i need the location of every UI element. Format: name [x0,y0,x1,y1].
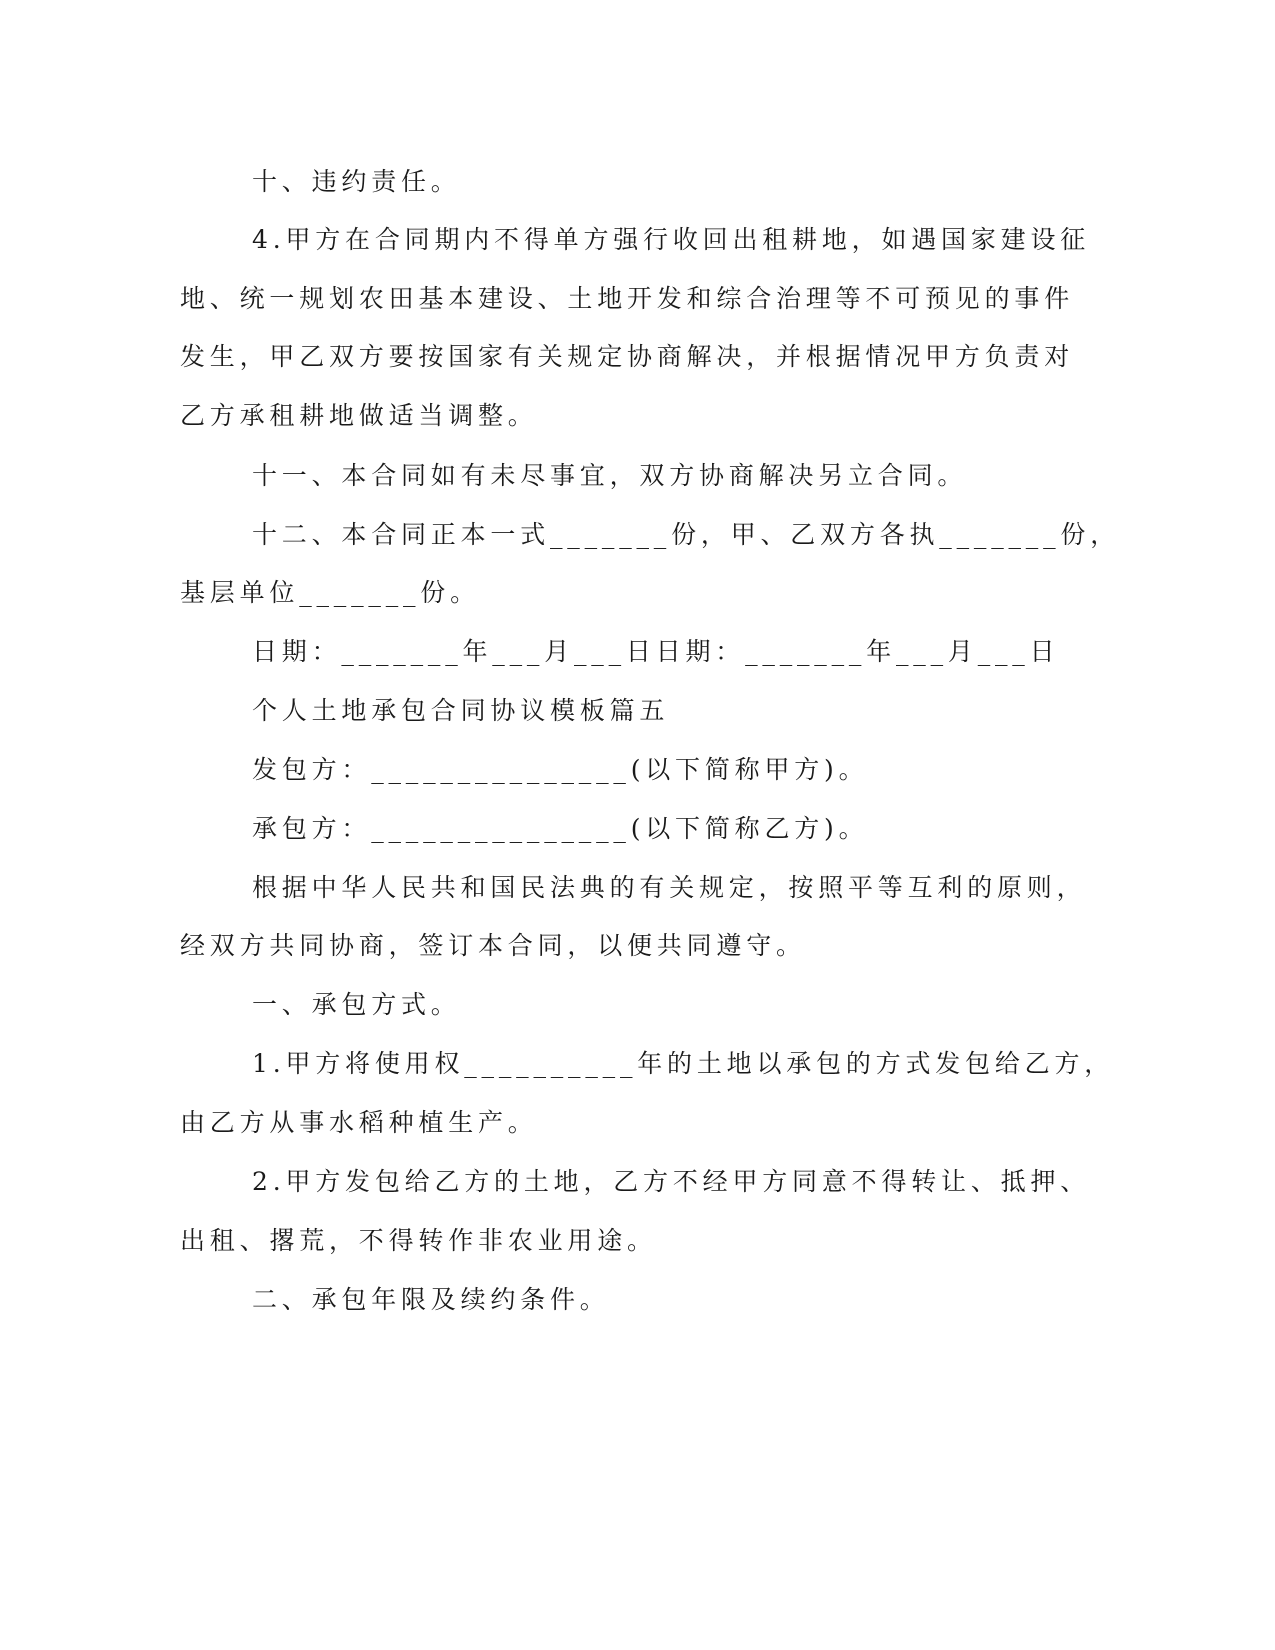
paragraph-line: 2.甲方发包给乙方的土地，乙方不经甲方同意不得转让、抵押、 [252,1167,1091,1196]
clause-11: 十一、本合同如有未尽事宜，双方协商解决另立合同。 [252,461,968,490]
paragraph-line: 出租、撂荒，不得转作非农业用途。 [180,1226,657,1255]
clause-2-heading: 二、承包年限及续约条件。 [252,1285,610,1314]
paragraph-line: 1.甲方将使用权__________年的土地以承包的方式发包给乙方， [252,1049,1115,1078]
party-a-line: 发包方：_______________(以下简称甲方)。 [252,755,869,784]
paragraph-line: 基层单位_______份。 [180,578,480,607]
paragraph-line: 地、统一规划农田基本建设、土地开发和综合治理等不可预见的事件 [180,284,1075,313]
paragraph-line: 乙方承租耕地做适当调整。 [180,401,538,430]
paragraph-line: 4.甲方在合同期内不得单方强行收回出租耕地，如遇国家建设征 [252,225,1091,254]
paragraph-line: 由乙方从事水稻种植生产。 [180,1108,538,1137]
paragraph-line: 发生，甲乙双方要按国家有关规定协商解决，并根据情况甲方负责对 [180,342,1075,371]
section-title: 个人土地承包合同协议模板篇五 [252,696,670,725]
party-b-line: 承包方：_______________(以下简称乙方)。 [252,814,869,843]
clause-10-heading: 十、违约责任。 [252,167,461,196]
paragraph-line: 经双方共同协商，签订本合同，以便共同遵守。 [180,931,806,960]
clause-1-heading: 一、承包方式。 [252,990,461,1019]
clause-12: 十二、本合同正本一式_______份，甲、乙双方各执_______份， [252,520,1121,549]
date-line: 日期：_______年___月___日日期：_______年___月___日 [252,637,1060,666]
preamble-line: 根据中华人民共和国民法典的有关规定，按照平等互利的原则， [252,873,1087,902]
